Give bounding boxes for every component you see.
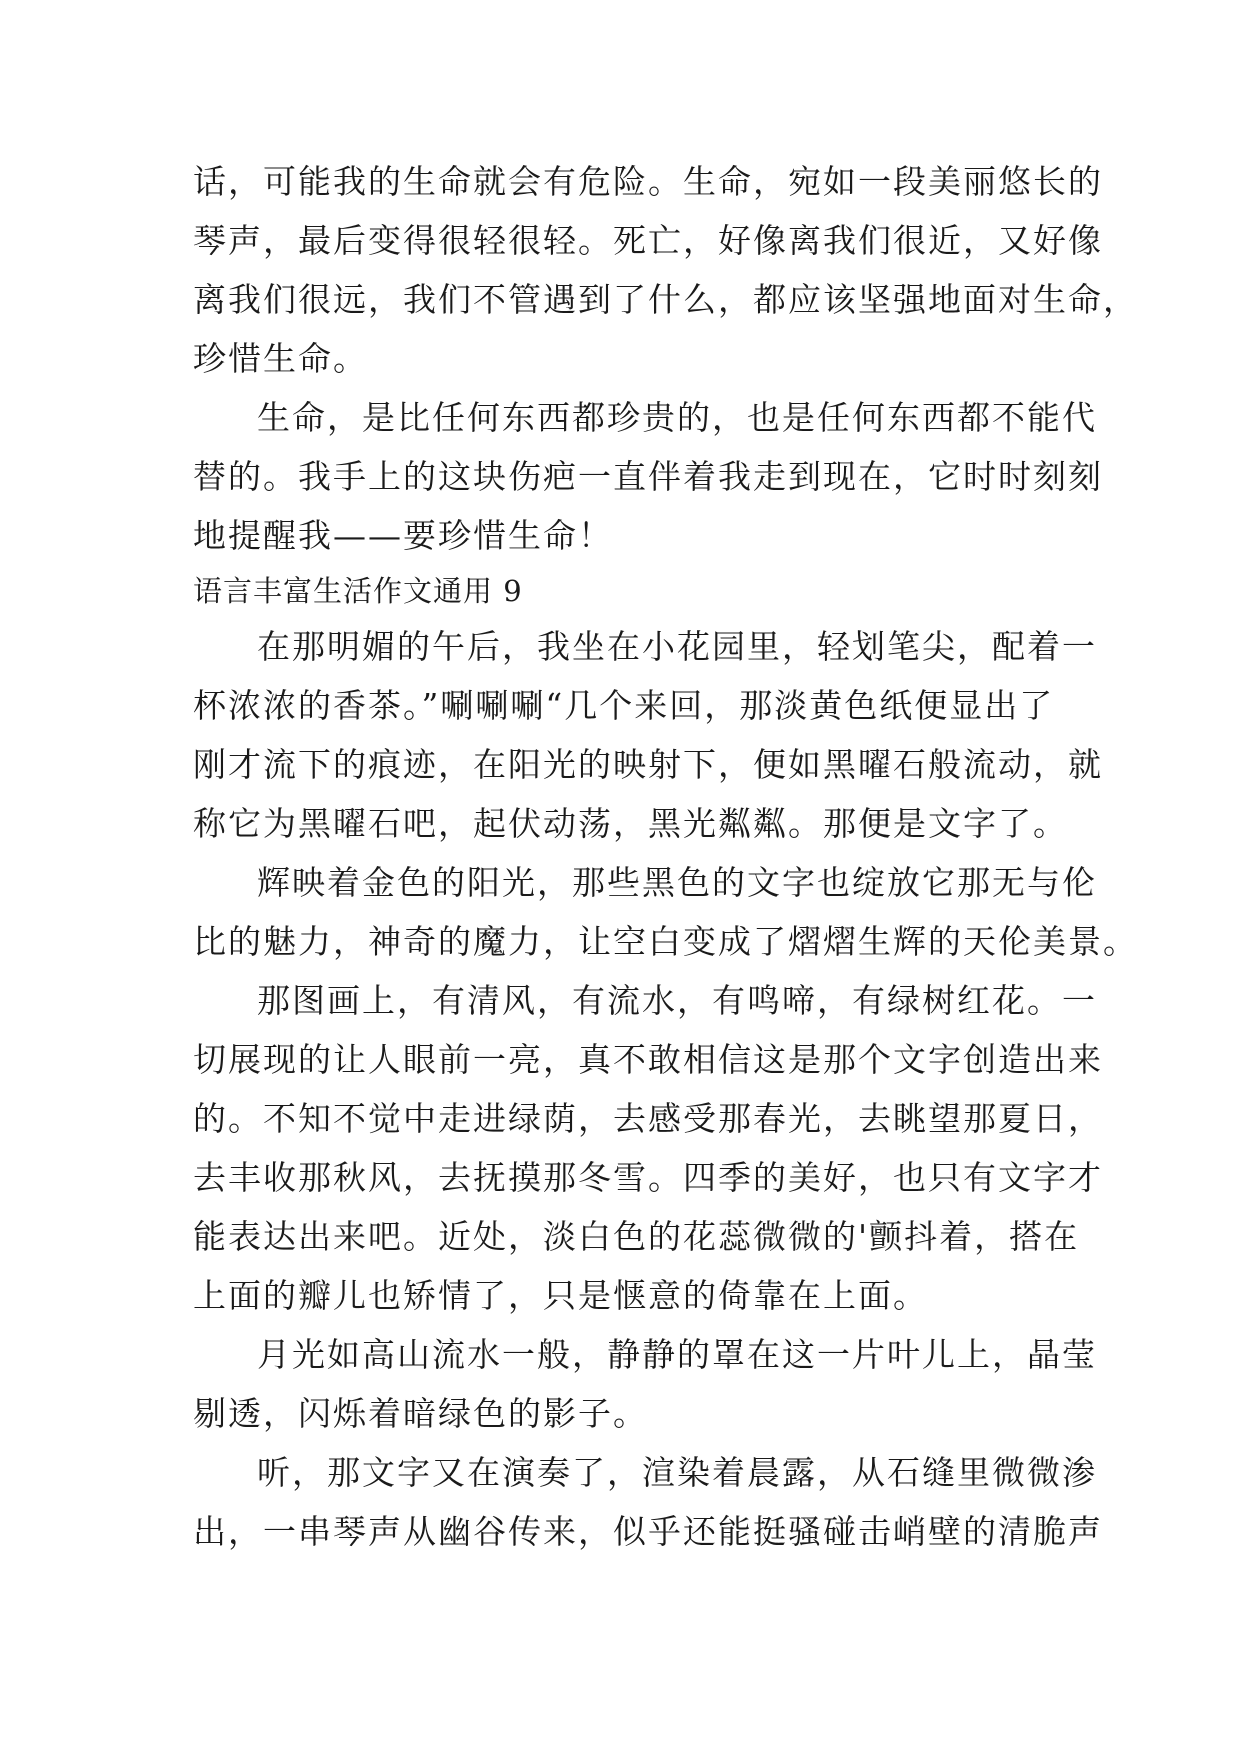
text-line: 话，可能我的生命就会有危险。生命，宛如一段美丽悠长的 — [193, 162, 1103, 201]
paragraph-first-line: 听，那文字又在演奏了，渲染着晨露，从石缝里微微渗 — [257, 1453, 1097, 1492]
text-line: 珍惜生命。 — [193, 339, 368, 378]
section-heading: 语言丰富生活作文通用 9 — [193, 574, 523, 608]
text-line: 地提醒我——要珍惜生命！ — [193, 516, 613, 555]
paragraph-first-line: 辉映着金色的阳光，那些黑色的文字也绽放它那无与伦 — [257, 863, 1097, 902]
text-line: 琴声，最后变得很轻很轻。死亡，好像离我们很近，又好像 — [193, 221, 1103, 260]
text-line: 离我们很远，我们不管遇到了什么，都应该坚强地面对生命， — [193, 280, 1138, 319]
text-line: 的。不知不觉中走进绿荫，去感受那春光，去眺望那夏日， — [193, 1099, 1103, 1138]
document-page — [193, 152, 1138, 1561]
text-line: 切展现的让人眼前一亮，真不敢相信这是那个文字创造出来 — [193, 1040, 1103, 1079]
text-line: 能表达出来吧。近处，淡白色的花蕊微微的'颤抖着，搭在 — [193, 1217, 1080, 1256]
text-line: 比的魅力，神奇的魔力，让空白变成了熠熠生辉的天伦美景。 — [193, 922, 1138, 961]
text-line: 剔透，闪烁着暗绿色的影子。 — [193, 1394, 648, 1433]
text-line: 出，一串琴声从幽谷传来，似乎还能挺骚碰击峭壁的清脆声 — [193, 1512, 1103, 1551]
text-line: 替的。我手上的这块伤疤一直伴着我走到现在，它时时刻刻 — [193, 457, 1103, 496]
paragraph-first-line: 那图画上，有清风，有流水，有鸣啼，有绿树红花。一 — [257, 981, 1097, 1020]
text-line: 上面的瓣儿也矫情了，只是惬意的倚靠在上面。 — [193, 1276, 928, 1315]
paragraph-first-line: 月光如高山流水一般，静静的罩在这一片叶儿上，晶莹 — [257, 1335, 1097, 1374]
paragraph-first-line: 在那明媚的午后，我坐在小花园里，轻划笔尖，配着一 — [257, 627, 1097, 666]
text-line: 杯浓浓的香茶。”唰唰唰“几个来回，那淡黄色纸便显出了 — [193, 686, 1055, 725]
paragraph-first-line: 生命，是比任何东西都珍贵的，也是任何东西都不能代 — [257, 398, 1097, 437]
text-line: 称它为黑曜石吧，起伏动荡，黑光粼粼。那便是文字了。 — [193, 804, 1068, 843]
text-line: 刚才流下的痕迹，在阳光的映射下，便如黑曜石般流动，就 — [193, 745, 1103, 784]
text-line: 去丰收那秋风，去抚摸那冬雪。四季的美好，也只有文字才 — [193, 1158, 1103, 1197]
